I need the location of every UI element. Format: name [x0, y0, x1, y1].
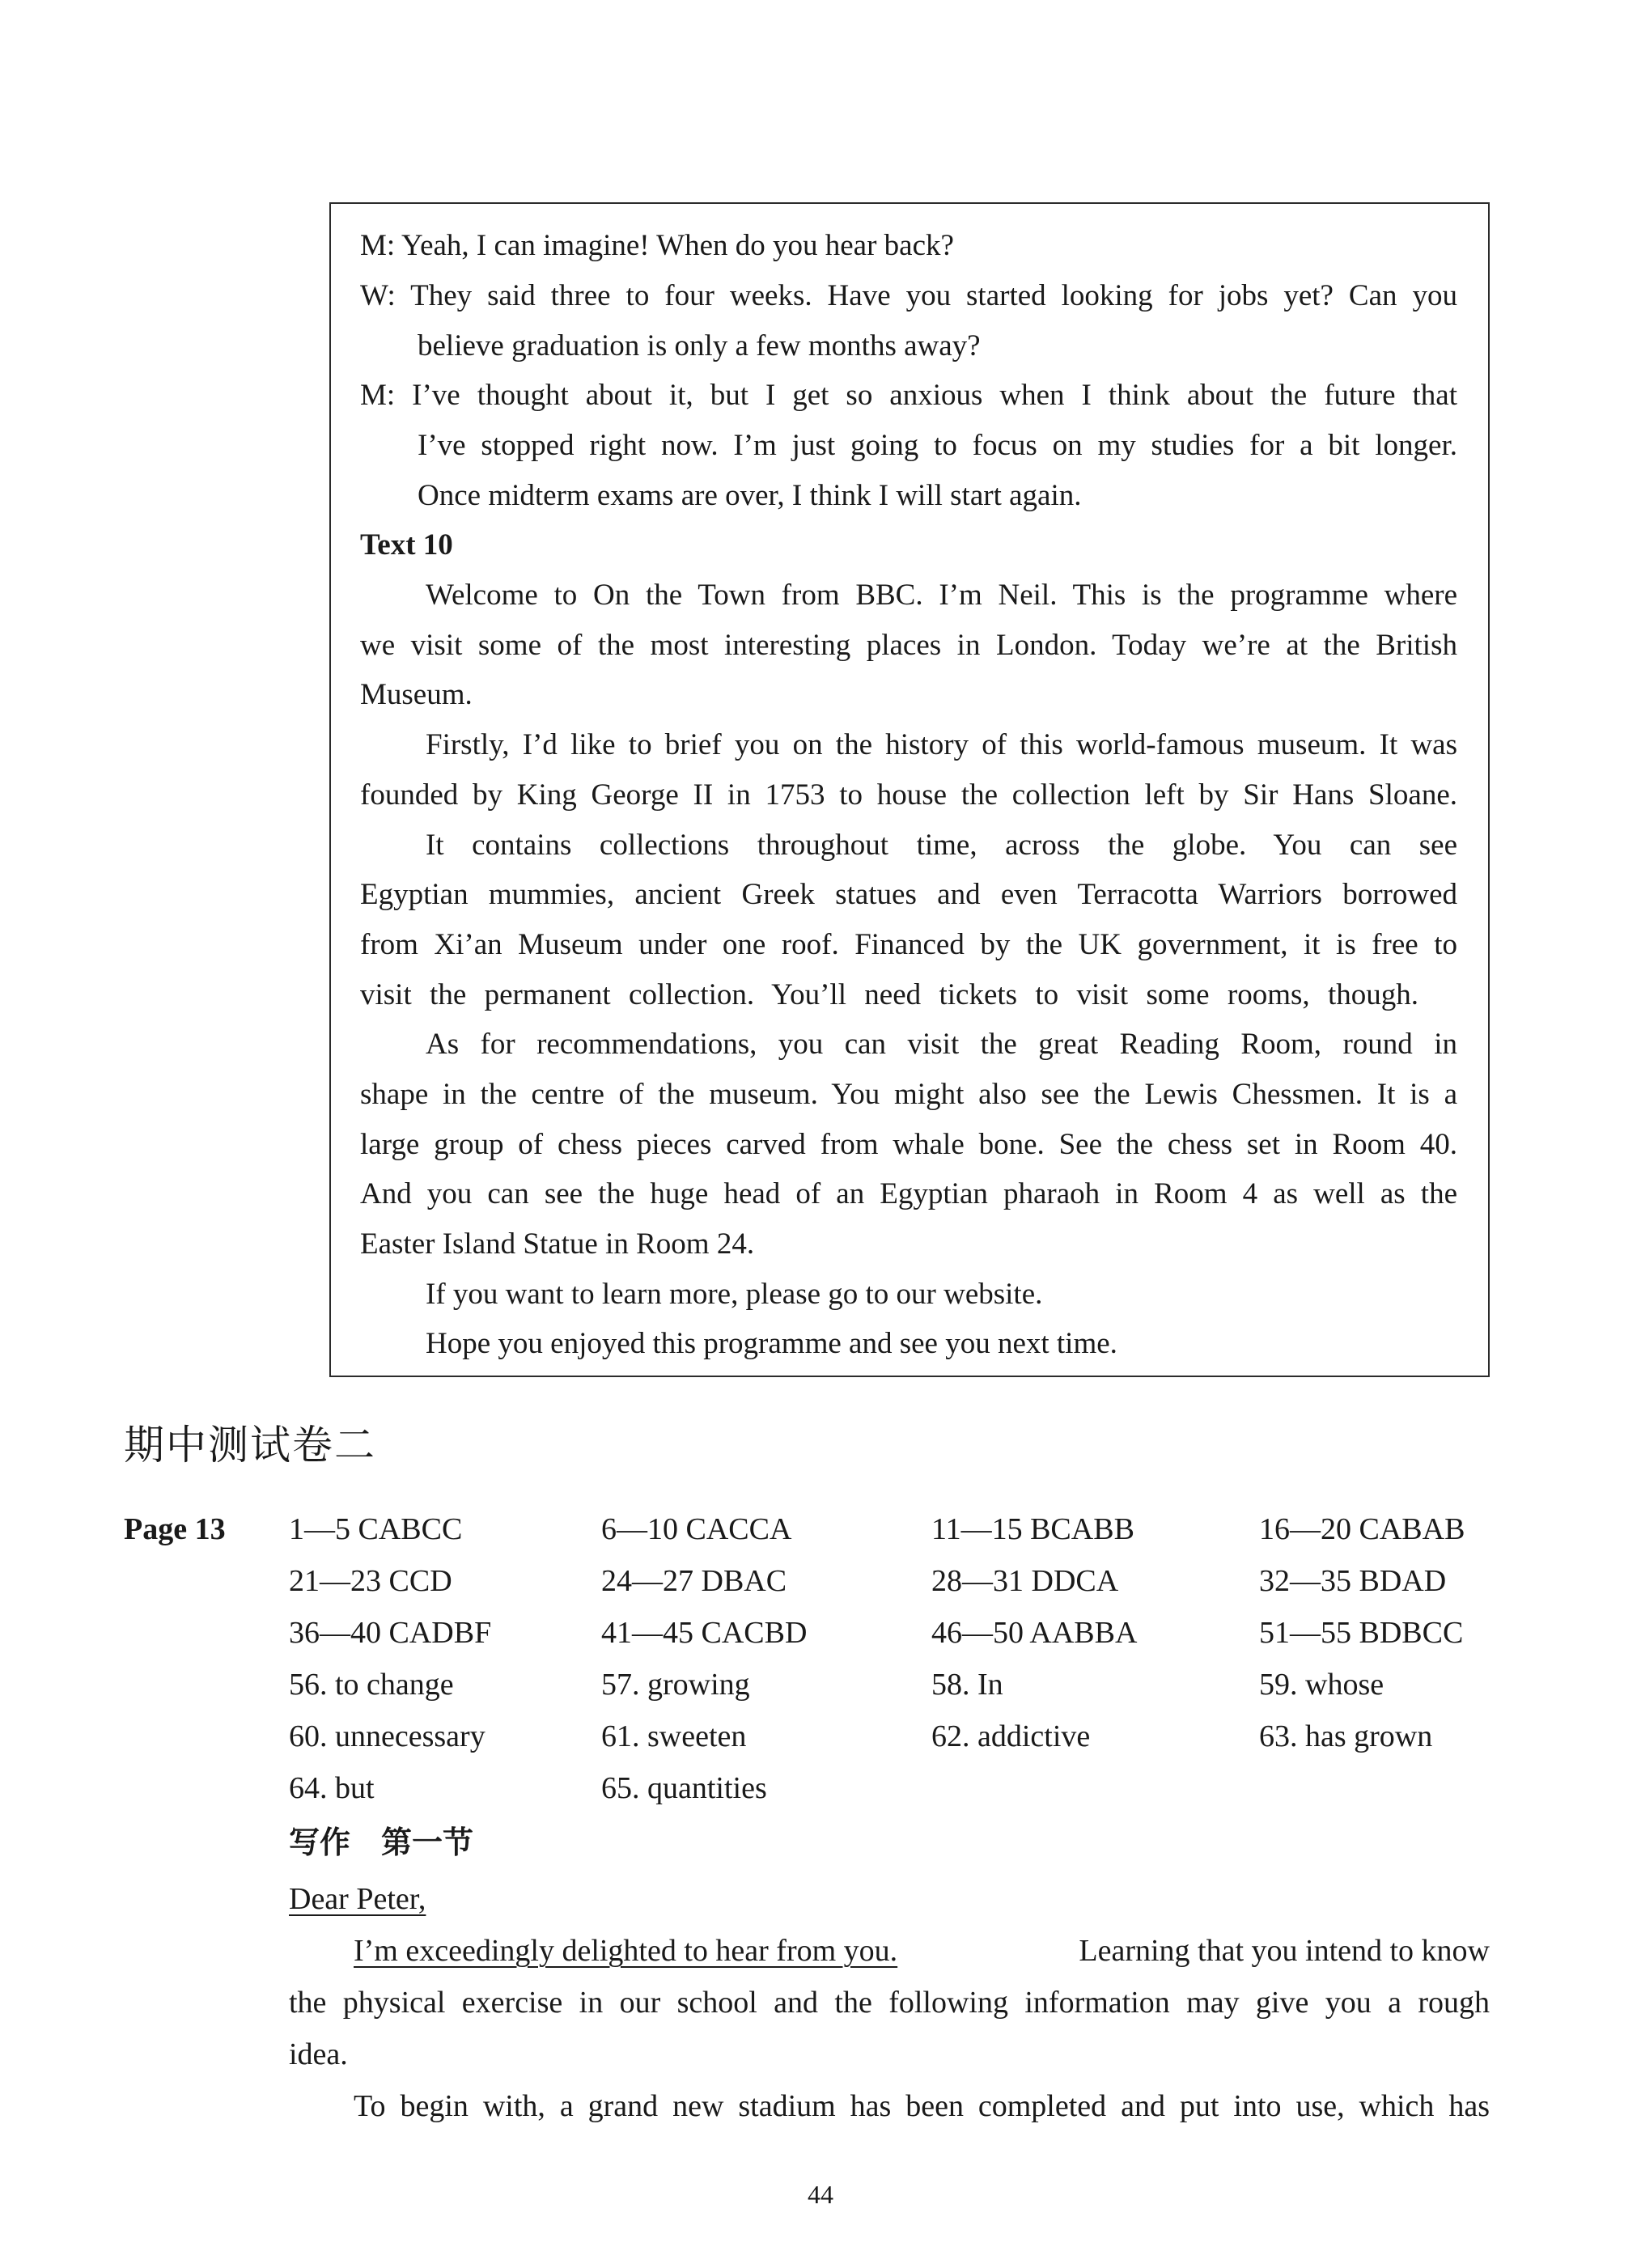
answer-item: 16—20 CABAB	[1259, 1512, 1465, 1546]
letter-line: To begin with, a grand new stadium has been completed and put into use, which has	[354, 2089, 1490, 2123]
transcript-line: And you can see the huge head of an Egyptian pharaoh in Room 4 as well as the	[360, 1177, 1457, 1210]
transcript-line: Easter Island Statue in Room 24.	[360, 1227, 755, 1261]
letter-line: idea.	[289, 2037, 348, 2071]
transcript-line: we visit some of the most interesting places in London. Today we’re at the British	[360, 629, 1457, 662]
answer-item: 6—10 CACCA	[601, 1512, 792, 1546]
transcript-line: large group of chess pieces carved from whale bone. See the chess set in Room 40.	[360, 1128, 1457, 1161]
page-number: 44	[808, 2180, 833, 2209]
answer-item: 41—45 CACBD	[601, 1616, 808, 1650]
answer-item: 1—5 CABCC	[289, 1512, 463, 1546]
transcript-line: Welcome to On the Town from BBC. I’m Neil. This is the programme where	[426, 579, 1457, 612]
transcript-line: Museum.	[360, 678, 473, 711]
answer-item: 32—35 BDAD	[1259, 1564, 1447, 1598]
answer-item: 11—15 BCABB	[931, 1512, 1134, 1546]
transcript-line: As for recommendations, you can visit the great Reading Room, round in	[426, 1028, 1457, 1061]
transcript-line: Firstly, I’d like to brief you on the history of this world-famous museum. It was	[426, 728, 1457, 761]
transcript-line: founded by King George II in 1753 to house the collection left by Sir Hans Sloane.	[360, 778, 1457, 812]
answer-item: 61. sweeten	[601, 1719, 747, 1753]
transcript-line: shape in the centre of the museum. You might also see the Lewis Chessmen. It is a	[360, 1078, 1457, 1111]
answer-item: 58. In	[931, 1668, 1003, 1702]
answer-item: 64. but	[289, 1771, 375, 1805]
answer-item: 59. whose	[1259, 1668, 1384, 1702]
letter-salutation: Dear Peter,	[289, 1882, 426, 1916]
answer-item: 46—50 AABBA	[931, 1616, 1138, 1650]
answer-item: 62. addictive	[931, 1719, 1091, 1753]
text-10-heading: Text 10	[360, 528, 453, 562]
transcript-line: M: Yeah, I can imagine! When do you hear back?	[360, 229, 954, 262]
transcript-line: believe graduation is only a few months away?	[418, 329, 981, 362]
transcript-line: M: I’ve thought about it, but I get so anxious when I think about the future that	[360, 379, 1457, 412]
transcript-line: If you want to learn more, please go to our website.	[426, 1278, 1043, 1311]
transcript-line: Once midterm exams are over, I think I will start again.	[418, 479, 1082, 512]
transcript-line: from Xi’an Museum under one roof. Financed by the UK government, it is free to	[360, 928, 1457, 961]
transcript-line: visit the permanent collection. You’ll need tickets to visit some rooms, though.	[360, 978, 1418, 1011]
transcript-line: Hope you enjoyed this programme and see you next time.	[426, 1327, 1117, 1360]
letter-underlined-sentence: I’m exceedingly delighted to hear from you.	[354, 1934, 898, 1968]
answer-item: 21—23 CCD	[289, 1564, 452, 1598]
answer-item: 36—40 CADBF	[289, 1616, 492, 1650]
answer-item: 57. growing	[601, 1668, 750, 1702]
section-title: 期中测试卷二	[124, 1422, 376, 1469]
answer-item: 24—27 DBAC	[601, 1564, 787, 1598]
answer-item: 28—31 DDCA	[931, 1564, 1119, 1598]
transcript-line: It contains collections throughout time, across the globe. You can see	[426, 829, 1457, 862]
answer-item: 65. quantities	[601, 1771, 767, 1805]
letter-line: the physical exercise in our school and the following information may give you a rough	[289, 1986, 1490, 2020]
answer-item: 63. has grown	[1259, 1719, 1433, 1753]
letter-line	[354, 1935, 1490, 1966]
transcript-line: Egyptian mummies, ancient Greek statues and even Terracotta Warriors borrowed	[360, 878, 1457, 911]
letter-line-rest: Learning that you intend to know	[1079, 1934, 1490, 1968]
writing-heading: 写作 第一节	[289, 1825, 474, 1860]
answer-item: 56. to change	[289, 1668, 454, 1702]
answer-item: 60. unnecessary	[289, 1719, 486, 1753]
answer-item: 51—55 BDBCC	[1259, 1616, 1464, 1650]
transcript-line: W: They said three to four weeks. Have you started looking for jobs yet? Can you	[360, 279, 1457, 312]
page-label: Page 13	[124, 1512, 226, 1546]
transcript-line: I’ve stopped right now. I’m just going to focus on my studies for a bit longer.	[418, 429, 1457, 462]
